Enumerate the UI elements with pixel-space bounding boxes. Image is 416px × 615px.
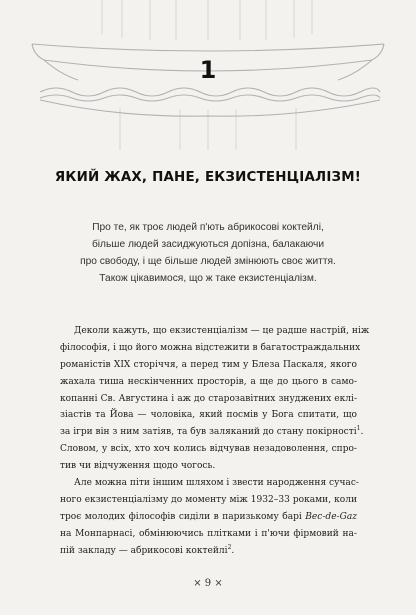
paragraph-2-line: Але можна піти іншим шляхом і звести народження сучас- [74, 478, 359, 489]
epigraph-line: про свободу, і ще більше людей змінюють своє життя. [80, 256, 336, 267]
sentence-end: . [231, 545, 235, 556]
paragraph-2-line-text: троє молодих філософів сиділи в паризькому барі [60, 511, 302, 522]
chapter-epigraph [0, 219, 416, 287]
paragraph-1-line: романістів XIX сторіччя, а перед тим у Блеза Паскаля, якого [60, 359, 357, 370]
paragraph-1-line: Словом, у всіх, хто хоч колись відчував незадоволення, спро- [60, 444, 357, 455]
footnote-marker: 2 [227, 543, 232, 551]
epigraph-line: Також цікавимося, що ж таке екзистенціалізм. [99, 273, 317, 284]
bar-name: Bec-de-Gaz [305, 511, 357, 522]
epigraph-line: Про те, як троє людей п'ють абрикосові коктейлі, [92, 222, 324, 233]
epigraph-line: більше людей засиджуються допізна, балакаючи [91, 239, 325, 250]
paragraph-1-line: тив чи відчуження щодо чогось. [60, 461, 216, 472]
paragraph-1-line: за ігри він з ним затіяв, та був заляканий до стану покірності$^1$. [60, 425, 364, 438]
chapter-title: ЯКИЙ ЖАХ, ПАНЕ, ЕКЗИСТЕНЦІАЛІЗМ! [54, 170, 362, 185]
paragraph-2-line [60, 543, 357, 560]
paragraph-2-line [60, 509, 357, 526]
paragraph-2-line: ного екзистенціалізму до моменту між 1932–33 роками, коли [60, 494, 357, 505]
paragraph-1-line-text: за ігри він з ним затіяв, та був заляканий до стану покірності [60, 427, 357, 438]
chapter-number: 1 [199, 56, 217, 84]
paragraph-1-line: філософія, і що його можна відстежити в багатостраждальних [60, 342, 361, 353]
paragraph-1-line: Деколи кажуть, що екзистенціалізм — це радше настрій, ніж [74, 326, 370, 336]
paragraph-1-line: зіастів та Йова — чоловіка, який посмів у Бога спитати, що [60, 410, 357, 421]
paragraph-1-line: жахала тиша нескінченних просторів, а ще до цього в само- [60, 376, 357, 387]
paragraph-2-line: на Монпарнасі, обмінюючись плітками і п'ючи фірмовий на- [60, 528, 357, 539]
paragraph-1-line: копанні Св. Августина і аж до старозавітних знуджених еклі- [60, 393, 357, 404]
page-number: × 9 × [193, 578, 223, 589]
paragraph-2-line-text: пій закладу — абрикосові коктейлі [60, 545, 228, 556]
body-text [60, 323, 370, 559]
footnote-marker: 1 [356, 425, 361, 433]
